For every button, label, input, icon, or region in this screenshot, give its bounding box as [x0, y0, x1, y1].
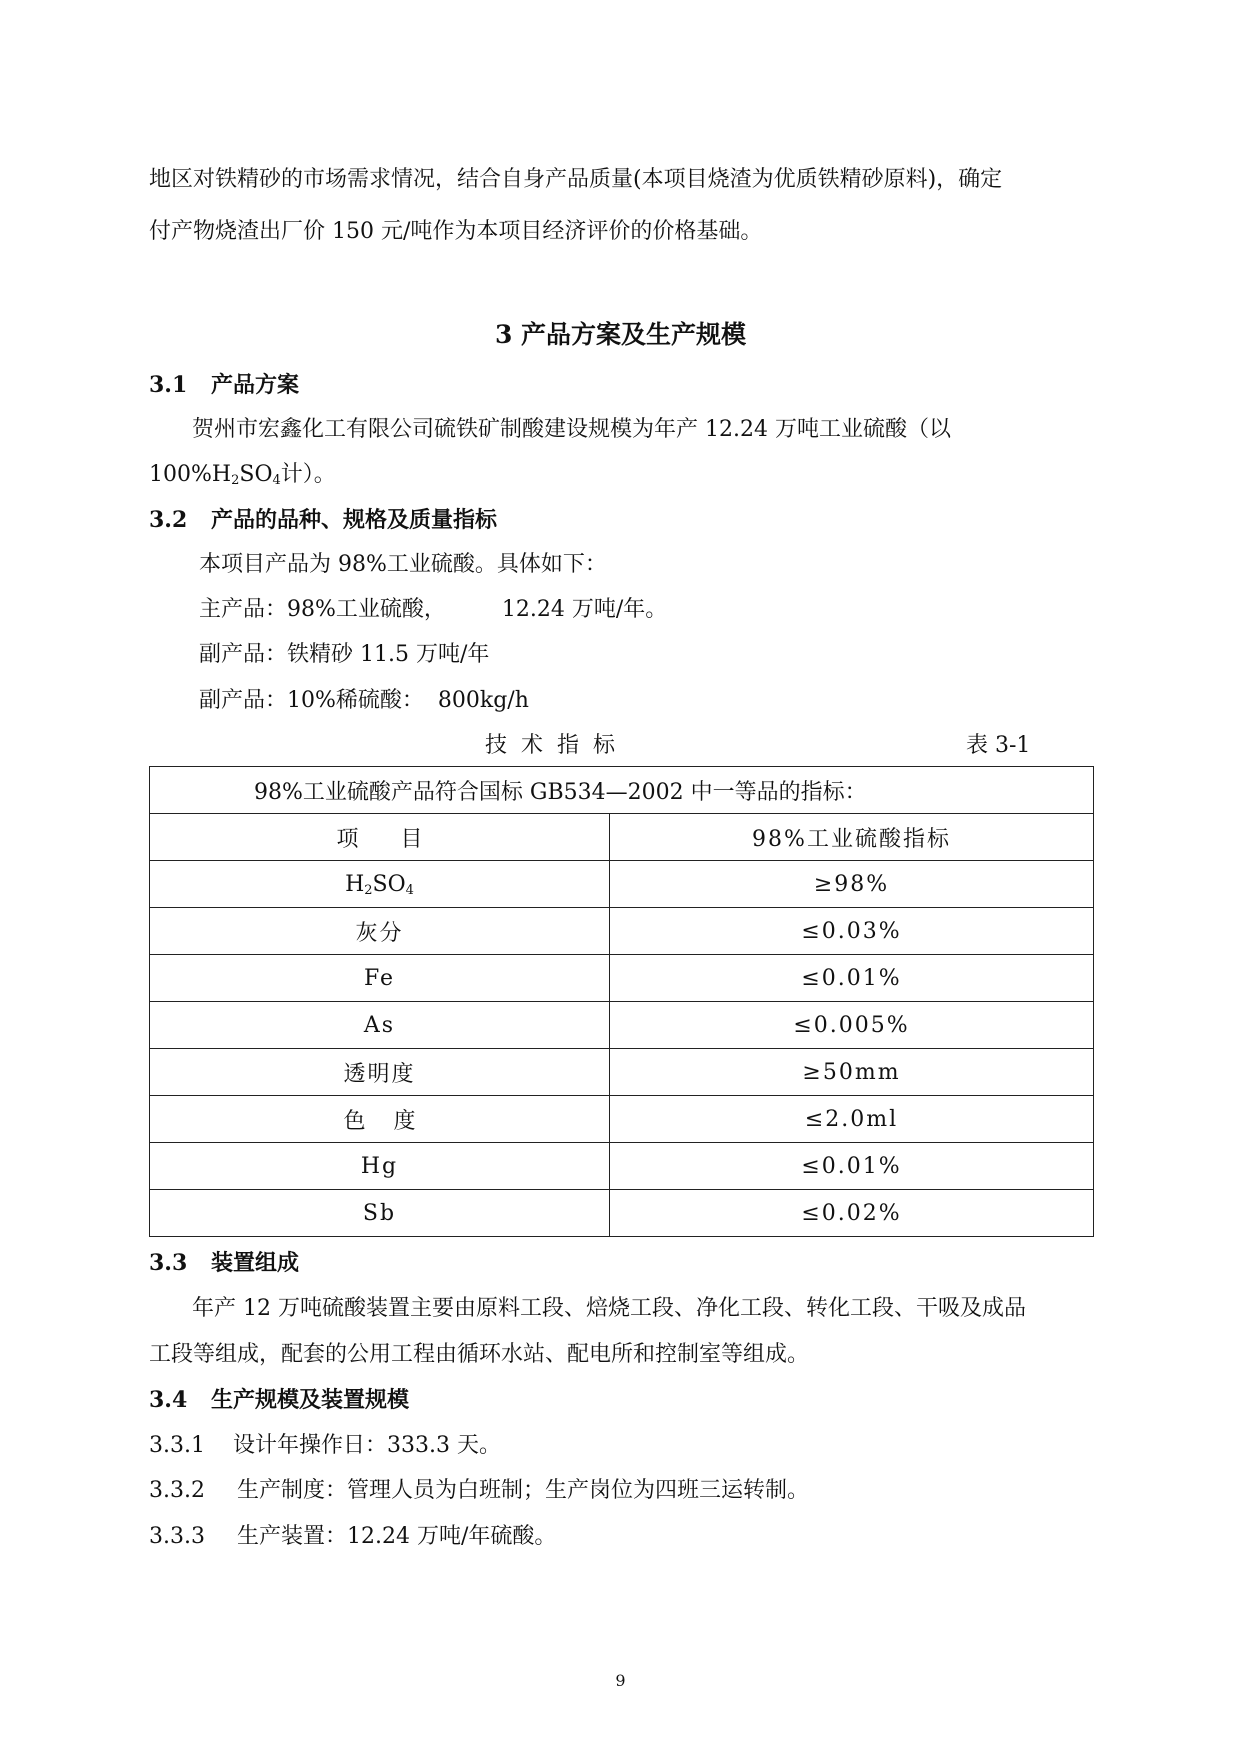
page-number: 9: [615, 1671, 626, 1690]
spec-item-2: [149, 1476, 809, 1506]
table-number: 表 3-1: [966, 733, 1031, 758]
row-value: ≥98%: [610, 861, 1094, 908]
section-3-4-heading: [149, 1385, 409, 1415]
row-item: $H_2SO_4$: [150, 861, 610, 908]
row-item: Sb: [150, 1190, 610, 1237]
section-number: 3.4: [149, 1387, 188, 1413]
table-column-header-row: [150, 814, 1094, 861]
row-value: ≤0.01%: [610, 955, 1094, 1002]
table-caption: 技 术 指 标: [485, 733, 615, 758]
chapter-title: 3 产品方案及生产规模: [494, 320, 747, 349]
row-item: 透明度: [150, 1049, 610, 1096]
spec-item-text: 设计年操作日：333.3 天。: [233, 1433, 501, 1458]
section-number: 3.2: [149, 507, 188, 533]
section-3-3-para-line-1: 年产 12 万吨硫酸装置主要由原料工段、焙烧工段、净化工段、转化工段、干吸及成品: [192, 1296, 1026, 1321]
intro-line-2: 付产物烧渣出厂价 150 元/吨作为本项目经济评价的价格基础。: [149, 219, 763, 244]
section-number: 3.1: [149, 372, 188, 398]
section-3-1-para-line-1: 贺州市宏鑫化工有限公司硫铁矿制酸建设规模为年产 12.24 万吨工业硫酸（以: [192, 417, 951, 442]
section-title: 生产规模及装置规模: [211, 1387, 410, 1413]
table-header-note-row: [150, 767, 1094, 814]
row-item: Hg: [150, 1143, 610, 1190]
section-3-1-heading: [149, 370, 299, 400]
table-row: [150, 1096, 1094, 1143]
column-header-item: 项 目: [150, 814, 610, 861]
spec-item-text: 生产装置：12.24 万吨/年硫酸。: [237, 1524, 557, 1549]
table-row: [150, 1190, 1094, 1237]
section-3-2-heading: [149, 505, 497, 535]
row-value: ≤2.0ml: [610, 1096, 1094, 1143]
section-title: 装置组成: [211, 1250, 300, 1276]
table-row: [150, 955, 1094, 1002]
product-line-1: 本项目产品为 98%工业硫酸。具体如下：: [199, 552, 607, 577]
row-value: ≥50mm: [610, 1049, 1094, 1096]
spec-item-number: 3.3.3: [149, 1524, 205, 1549]
product-line-4: 副产品：10%稀硫酸： 800kg/h: [199, 688, 529, 713]
row-value: ≤0.03%: [610, 908, 1094, 955]
intro-line-1: 地区对铁精砂的市场需求情况，结合自身产品质量(本项目烧渣为优质铁精砂原料)，确定: [149, 167, 1003, 192]
row-item: Fe: [150, 955, 610, 1002]
row-item: 灰分: [150, 908, 610, 955]
row-value: ≤0.01%: [610, 1143, 1094, 1190]
table-row: [150, 908, 1094, 955]
section-title: 产品方案: [211, 372, 300, 398]
spec-item-number: 3.3.1: [149, 1433, 205, 1458]
section-3-3-heading: [149, 1248, 299, 1278]
spec-item-text: 生产制度：管理人员为白班制；生产岗位为四班三运转制。: [237, 1478, 810, 1503]
spec-item-3: [149, 1522, 556, 1552]
table-row: [150, 861, 1094, 908]
spec-item-1: [149, 1431, 501, 1461]
table-row: [150, 1049, 1094, 1096]
row-item: As: [150, 1002, 610, 1049]
section-number: 3.3: [149, 1250, 188, 1276]
row-item: 色 度: [150, 1096, 610, 1143]
product-line-3: 副产品：铁精砂 11.5 万吨/年: [199, 642, 490, 667]
spec-item-number: 3.3.2: [149, 1478, 205, 1503]
product-line-2: 主产品：98%工业硫酸， 12.24 万吨/年。: [199, 597, 668, 622]
section-title: 产品的品种、规格及质量指标: [211, 507, 498, 533]
spec-table: [149, 766, 1094, 1237]
row-value: ≤0.005%: [610, 1002, 1094, 1049]
table-row: [150, 1002, 1094, 1049]
section-3-3-para-line-2: 工段等组成，配套的公用工程由循环水站、配电所和控制室等组成。: [149, 1342, 810, 1367]
table-header-note: 98%工业硫酸产品符合国标 GB534—2002 中一等品的指标：: [150, 767, 1094, 814]
table-row: [150, 1143, 1094, 1190]
row-value: ≤0.02%: [610, 1190, 1094, 1237]
column-header-value: 98%工业硫酸指标: [610, 814, 1094, 861]
section-3-1-para-line-2: $100\%H_2SO_4$计）。: [149, 462, 336, 488]
